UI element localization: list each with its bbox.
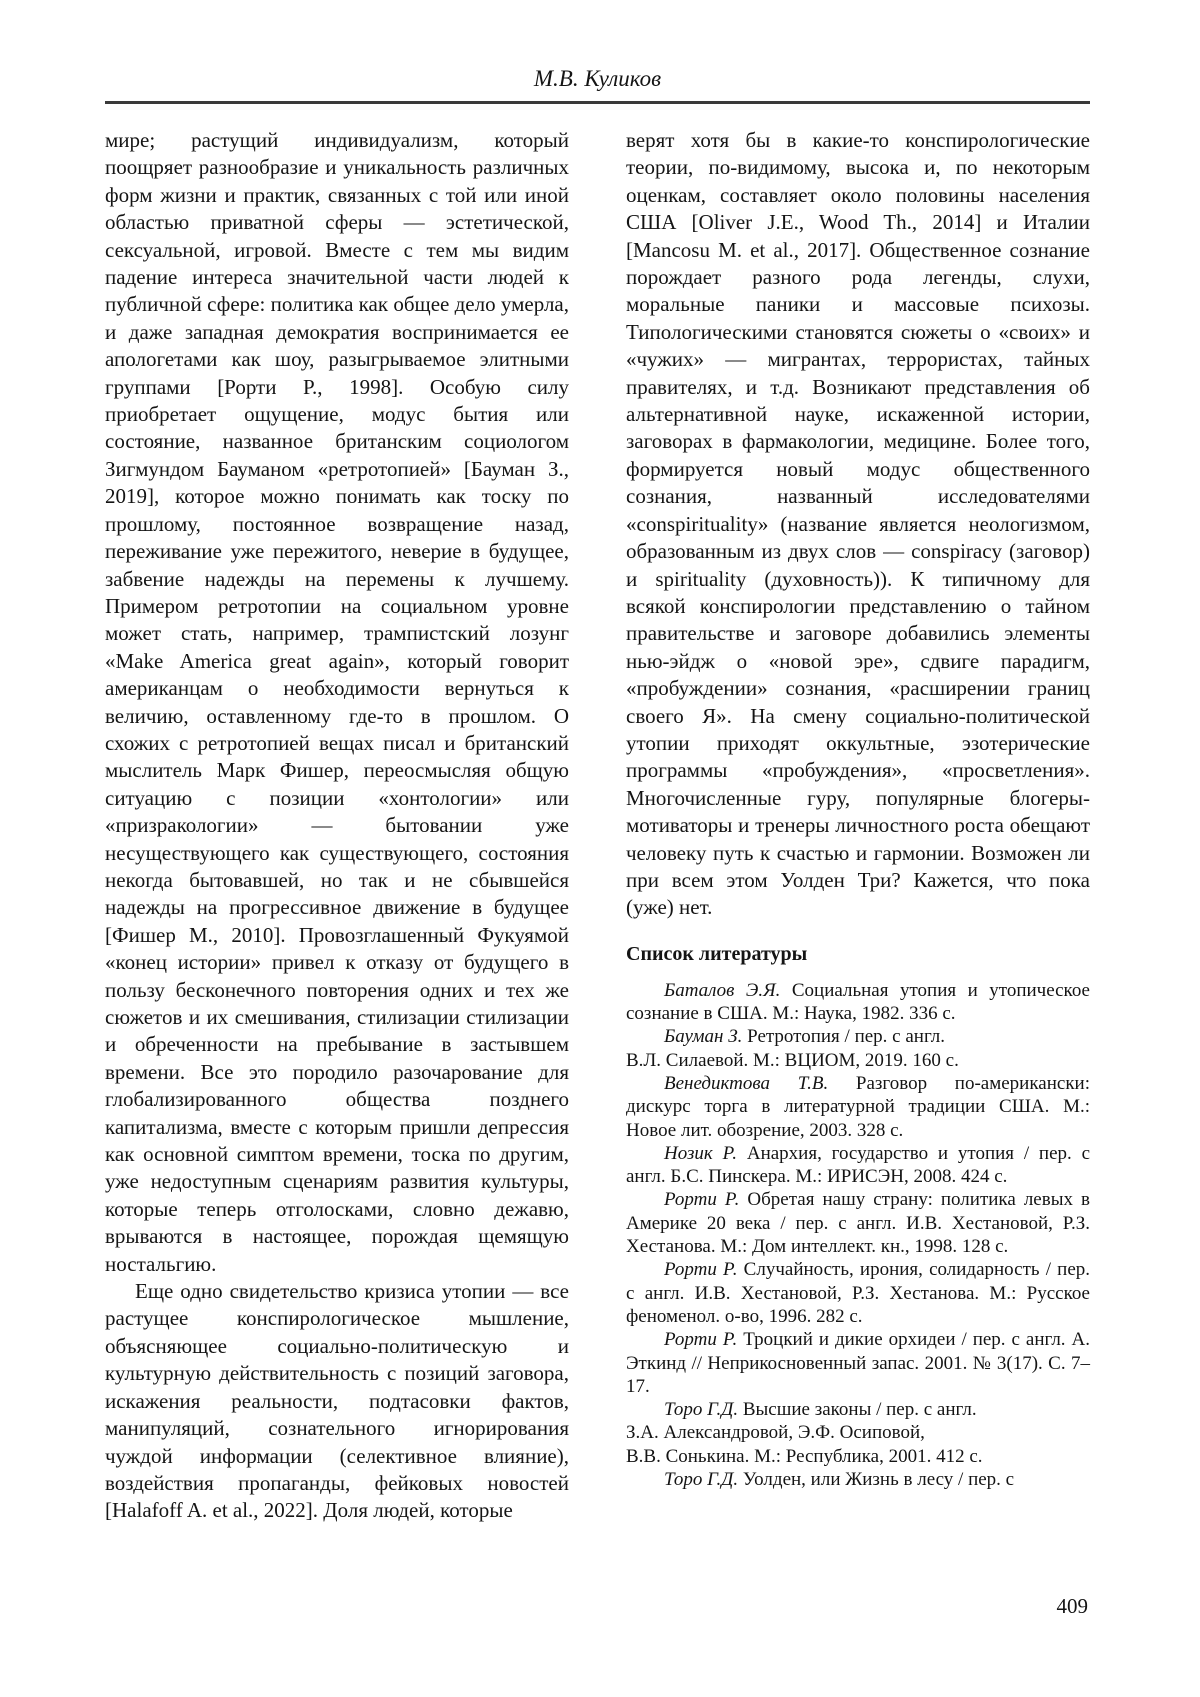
text-block	[105, 0, 1090, 1525]
reference-text: Анархия, государство и утопия / пер. с англ. Б.С. Пинскера. М.: ИРИСЭН, 2008. 424 с.	[626, 1142, 1091, 1188]
reference-author: Торо Г.Д.	[664, 1469, 739, 1491]
right-column	[626, 127, 1090, 1491]
reference-author: Венедиктова Т.В.	[664, 1072, 829, 1094]
reference-entry	[626, 1328, 1090, 1398]
reference-entry	[626, 1025, 1090, 1072]
reference-text: Высшие законы / пер. с англ. З.А. Александровой, Э.Ф. Осиповой, В.В. Сонькина. М.: Республика, 2001. 412 с.	[626, 1399, 983, 1467]
reference-author: Рорти Р.	[664, 1189, 740, 1211]
header-rule	[105, 101, 1090, 104]
reference-entry	[626, 1258, 1090, 1328]
reference-author: Рорти Р.	[664, 1329, 738, 1351]
reference-author: Рорти Р.	[664, 1259, 738, 1281]
reference-entry	[626, 1398, 1090, 1468]
reference-text: Ретротопия / пер. с англ. В.Л. Силаевой. М.: ВЦИОМ, 2019. 160 с.	[626, 1026, 959, 1071]
reference-author: Бауман З.	[664, 1026, 743, 1048]
reference-entry	[626, 1142, 1090, 1189]
reference-author: Торо Г.Д.	[664, 1399, 739, 1421]
reference-text: Уолден, или Жизнь в лесу / пер. с	[738, 1469, 1015, 1491]
reference-entry	[626, 1468, 1090, 1491]
reference-entry	[626, 979, 1090, 1026]
reference-entry	[626, 1072, 1090, 1142]
page-header	[105, 0, 1090, 104]
references-heading: Список литературы	[626, 942, 808, 965]
body-paragraph: верят хотя бы в какие-то конспирологические теории, по-видимому, высока и, по некоторым оценкам, составляет около половины населения США [Oliver J.E., Wood Th., 2014] и Италии [Mancosu M. et al., 2017]. Общественное сознание порождает разного рода легенды, слухи, моральные паники и массовые психозы. Типологическими становятся сюжеты о «своих» и «чужих» — мигрантах, террористах, тайных правителях, и т.д. Возникают представления об альтернативной науке, искаженной истории, заговорах в фармакологии, медицине. Более того, формируется новый модус общественного сознания, названный исследователями «conspirituality» (название является неологизмом, образованным из двух слов — conspiracy (заговор) и spirituality (духовность)). К типичному для всякой конспирологии представлению о тайном правительстве и заговоре добавились элементы нью-эйдж о «новой эре», сдвиге парадигм, «пробуждении» сознания, «расширении границ своего Я». На смену социально-политической утопии приходят оккультные, эзотерические программы «пробуждения», «просветления». Многочисленные гуру, популярные блогеры-мотиваторы и тренеры личностного роста обещают человеку путь к счастью и гармонии. Возможен ли при всем этом Уолден Три? Кажется, что пока (уже) нет.	[626, 128, 1090, 920]
body-paragraph: Еще одно свидетельство кризиса утопии — все растущее конспирологическое мышление, объясняющее социально-политическую и культурную действительность с позиций заговора, искажения реальности, подтасовки фактов, манипуляций, сознательного игнорирования чуждой информации (селективное влияние), воздействия пропаганды, фейковых новостей [Halafoff A. et al., 2022]. Доля людей, которые	[105, 1279, 569, 1523]
reference-author: Нозик Р.	[664, 1142, 738, 1164]
reference-author: Баталов Э.Я.	[664, 979, 781, 1001]
reference-text: Социальная утопия и утопическое сознание в США. М.: Наука, 1982. 336 с.	[626, 979, 1090, 1025]
left-column	[105, 127, 569, 1525]
reference-text: Троцкий и дикие орхидеи / пер. с англ. А. Эткинд // Неприкосновенный запас. 2001. № 3(17). С. 7–17.	[626, 1329, 1090, 1397]
reference-text: Обретая нашу страну: политика левых в Америке 20 века / пер. с англ. И.В. Хестановой, Р.З. Хестанова. М.: Дом интеллект. кн., 1998. 128 с.	[626, 1189, 1090, 1258]
page-number: 409	[1056, 1594, 1088, 1618]
body-paragraph: мире; растущий индивидуализм, который поощряет разнообразие и уникальность различных форм жизни и практик, связанных с той или иной областью приватной сферы — эстетической, сексуальной, игровой. Вместе с тем мы видим падение интереса значительной части людей к публичной сфере: политика как общее дело умерла, и даже западная демократия воспринимается ее апологетами как шоу, разыгрываемое элитными группами [Рорти Р., 1998]. Особую силу приобретает ощущение, модус бытия или состояние, названное британским социологом Зигмундом Бауманом «ретротопией» [Бауман З., 2019], которое можно понимать как тоску по прошлому, постоянное возвращение назад, переживание уже пережитого, неверие в будущее, забвение надежды на перемены к лучшему. Примером ретротопии на социальном уровне может стать, например, трампистский лозунг «Make America great again», который говорит американцам о необходимости вернуться к величию, оставленному где-то в прошлом. О схожих с ретротопией вещах писал и британский мыслитель Марк Фишер, переосмысляя общую ситуацию с позиции «хонтологии» или «призракологии» — бытовании уже несуществующего как существующего, состояния некогда бытовавшей, но так и не сбывшейся надежды на прогрессивное движение в будущее [Фишер М., 2010]. Провозглашенный Фукуямой «конец истории» привел к отказу от будущего в пользу бесконечного повторения одних и тех же сюжетов и их смешивания, стилизации стилизации и обреченности на пребывание в застывшем времени. Все это породило разочарование для глобализированного общества позднего капитализма, вместе с которым пришли депрессия как основной симптом времени, тоска по другим, уже недоступным сценариям развития культуры, которые теперь отголосками, словно дежавю, врываются в настоящее, порождая щемящую ностальгию.	[105, 128, 569, 1276]
two-column-layout	[105, 127, 1090, 1525]
reference-text: Случайность, ирония, солидарность / пер. с англ. И.В. Хестановой, Р.З. Хестанова. М.: Русское феноменол. о-во, 1996. 282 с.	[626, 1259, 1090, 1327]
reference-entry	[626, 1188, 1090, 1258]
reference-text: Разговор по-американски: дискурс торга в литературной традиции США. М.: Новое лит. обозрение, 2003. 328 с.	[626, 1072, 1090, 1141]
running-head-author: М.В. Куликов	[533, 66, 662, 91]
